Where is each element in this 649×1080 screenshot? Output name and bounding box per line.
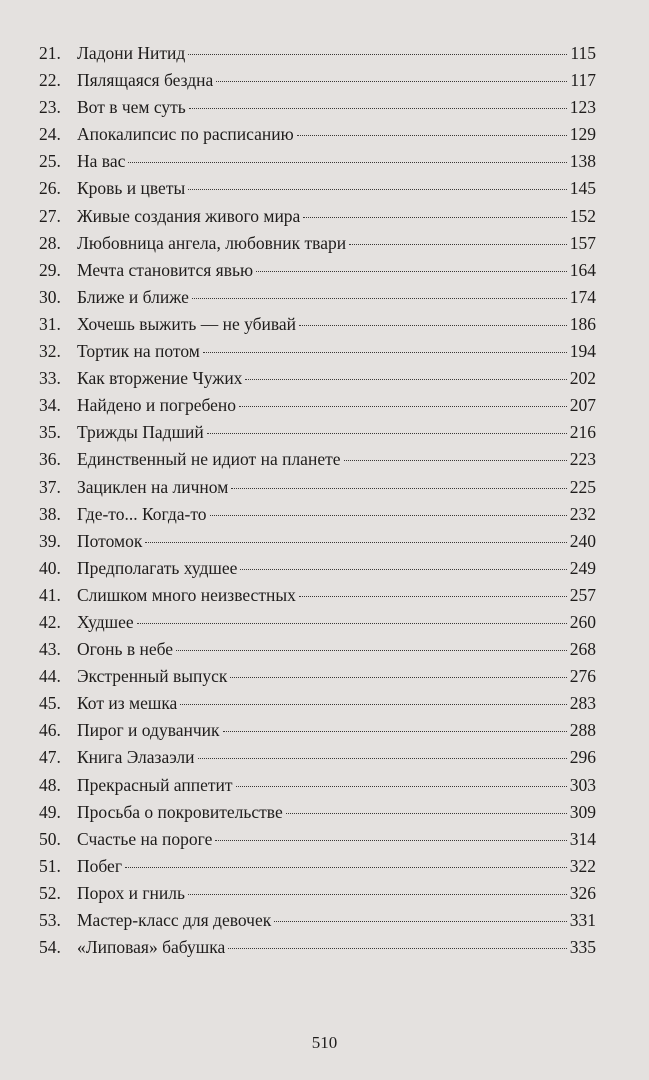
chapter-number: 28. xyxy=(39,232,61,253)
chapter-number: 45. xyxy=(39,693,61,714)
dot-leader xyxy=(176,650,567,651)
dot-leader xyxy=(188,894,567,895)
toc-entry xyxy=(39,907,596,934)
toc-entry xyxy=(39,67,596,94)
dot-leader xyxy=(192,298,567,299)
chapter-number: 46. xyxy=(39,720,61,741)
toc-entry xyxy=(39,582,596,609)
chapter-number: 47. xyxy=(39,747,61,768)
dot-leader xyxy=(297,135,567,136)
toc-entry xyxy=(39,690,596,717)
toc-entry xyxy=(39,284,596,311)
chapter-title: Потомок xyxy=(77,530,143,551)
chapter-title: Апокалипсис по расписанию xyxy=(77,124,294,145)
chapter-number: 39. xyxy=(39,530,61,551)
chapter-number: 42. xyxy=(39,611,61,632)
chapter-title: Предполагать худшее xyxy=(77,557,238,578)
toc-entry xyxy=(39,528,596,555)
page-number: 510 xyxy=(311,1033,338,1052)
toc-entry xyxy=(39,799,596,826)
dot-leader xyxy=(349,244,567,245)
chapter-title: Найдено и погребено xyxy=(77,395,237,416)
chapter-title: Мечта становится явью xyxy=(77,259,254,280)
table-of-contents xyxy=(39,40,596,961)
chapter-title: Слишком много неизвестных xyxy=(77,584,296,605)
dot-leader xyxy=(189,108,567,109)
chapter-title: Зациклен на личном xyxy=(77,476,229,497)
dot-leader xyxy=(223,731,567,732)
toc-entry xyxy=(39,392,596,419)
chapter-title: Худшее xyxy=(77,611,134,632)
chapter-title: Пялящаяся бездна xyxy=(77,70,214,91)
toc-entry xyxy=(39,474,596,501)
chapter-number: 52. xyxy=(39,882,61,903)
toc-entry xyxy=(39,94,596,121)
toc-entry xyxy=(39,175,596,202)
dot-leader xyxy=(303,217,566,218)
chapter-number: 27. xyxy=(39,205,61,226)
dot-leader xyxy=(299,596,567,597)
chapter-title: Живые создания живого мира xyxy=(77,205,301,226)
chapter-title: Где-то... Когда-то xyxy=(77,503,207,524)
chapter-page-number: 232 xyxy=(569,503,596,524)
toc-entry xyxy=(39,148,596,175)
dot-leader xyxy=(256,271,567,272)
chapter-page-number: 123 xyxy=(569,97,596,118)
toc-entry xyxy=(39,365,596,392)
dot-leader xyxy=(137,623,567,624)
chapter-title: Счастье на пороге xyxy=(77,828,213,849)
chapter-title: Огонь в небе xyxy=(77,639,174,660)
dot-leader xyxy=(216,81,567,82)
toc-entry xyxy=(39,338,596,365)
dot-leader xyxy=(286,813,567,814)
chapter-number: 40. xyxy=(39,557,61,578)
dot-leader xyxy=(207,433,567,434)
toc-entry xyxy=(39,609,596,636)
chapter-number: 30. xyxy=(39,286,61,307)
chapter-title: Единственный не идиот на планете xyxy=(77,449,341,470)
dot-leader xyxy=(299,325,567,326)
chapter-number: 43. xyxy=(39,639,61,660)
toc-entry xyxy=(39,772,596,799)
dot-leader xyxy=(230,677,566,678)
chapter-title: Пирог и одуванчик xyxy=(77,720,220,741)
dot-leader xyxy=(215,840,566,841)
chapter-title: Как вторжение Чужих xyxy=(77,368,243,389)
chapter-page-number: 129 xyxy=(569,124,596,145)
chapter-page-number: 115 xyxy=(570,43,596,63)
toc-entry xyxy=(39,121,596,148)
toc-entry xyxy=(39,40,596,67)
chapter-number: 38. xyxy=(39,503,61,524)
chapter-page-number: 145 xyxy=(569,178,596,199)
toc-entry xyxy=(39,446,596,473)
dot-leader xyxy=(228,948,567,949)
chapter-page-number: 322 xyxy=(569,855,596,876)
chapter-page-number: 157 xyxy=(569,232,596,253)
chapter-number: 49. xyxy=(39,801,61,822)
toc-entry xyxy=(39,744,596,771)
chapter-page-number: 296 xyxy=(569,747,596,768)
dot-leader xyxy=(188,189,567,190)
chapter-title: Ладони Нитид xyxy=(77,43,186,63)
chapter-number: 25. xyxy=(39,151,61,172)
toc-entry xyxy=(39,419,596,446)
chapter-page-number: 283 xyxy=(569,693,596,714)
chapter-page-number: 260 xyxy=(569,611,596,632)
chapter-page-number: 138 xyxy=(569,151,596,172)
chapter-title: Трижды Падший xyxy=(77,422,204,443)
chapter-page-number: 249 xyxy=(569,557,596,578)
chapter-page-number: 240 xyxy=(569,530,596,551)
chapter-title: На вас xyxy=(77,151,126,172)
chapter-page-number: 117 xyxy=(570,70,596,91)
chapter-number: 53. xyxy=(39,910,61,930)
dot-leader xyxy=(128,162,566,163)
chapter-number: 48. xyxy=(39,774,61,795)
chapter-page-number: 331 xyxy=(569,910,596,930)
chapter-title: Мастер-класс для девочек xyxy=(77,910,272,930)
chapter-page-number: 152 xyxy=(569,205,596,226)
chapter-page-number: 186 xyxy=(569,313,596,334)
chapter-number: 23. xyxy=(39,97,61,118)
chapter-title: Книга Элазаэли xyxy=(77,747,195,768)
chapter-number: 34. xyxy=(39,395,61,416)
chapter-page-number: 257 xyxy=(569,584,596,605)
chapter-page-number: 202 xyxy=(569,368,596,389)
dot-leader xyxy=(231,488,566,489)
chapter-page-number: 314 xyxy=(569,828,596,849)
toc-entry xyxy=(39,203,596,230)
chapter-page-number: 288 xyxy=(569,720,596,741)
chapter-number: 41. xyxy=(39,584,61,605)
chapter-number: 51. xyxy=(39,855,61,876)
chapter-number: 26. xyxy=(39,178,61,199)
chapter-number: 35. xyxy=(39,422,61,443)
chapter-page-number: 174 xyxy=(569,286,596,307)
chapter-title: Ближе и ближе xyxy=(77,286,189,307)
chapter-number: 31. xyxy=(39,313,61,334)
chapter-title: Порох и гниль xyxy=(77,882,185,903)
chapter-number: 29. xyxy=(39,259,61,280)
toc-entry xyxy=(39,717,596,744)
toc-entry xyxy=(39,257,596,284)
chapter-page-number: 326 xyxy=(569,882,596,903)
toc-entry xyxy=(39,853,596,880)
chapter-title: Побег xyxy=(77,855,123,876)
chapter-title: Прекрасный аппетит xyxy=(77,774,233,795)
dot-leader xyxy=(245,379,566,380)
dot-leader xyxy=(210,515,567,516)
chapter-number: 33. xyxy=(39,368,61,389)
chapter-title: Просьба о покровительстве xyxy=(77,801,283,822)
chapter-title: Экстренный выпуск xyxy=(77,666,228,687)
dot-leader xyxy=(239,406,567,407)
chapter-number: 50. xyxy=(39,828,61,849)
chapter-page-number: 216 xyxy=(569,422,596,443)
chapter-page-number: 335 xyxy=(569,937,596,958)
chapter-title: Кровь и цветы xyxy=(77,178,186,199)
chapter-number: 44. xyxy=(39,666,61,687)
chapter-number: 37. xyxy=(39,476,61,497)
chapter-page-number: 276 xyxy=(569,666,596,687)
chapter-number: 24. xyxy=(39,124,61,145)
chapter-number: 54. xyxy=(39,937,61,958)
chapter-page-number: 223 xyxy=(569,449,596,470)
toc-entry xyxy=(39,230,596,257)
chapter-title: Хочешь выжить — не убивай xyxy=(77,313,297,334)
dot-leader xyxy=(180,704,566,705)
chapter-number: 22. xyxy=(39,70,61,91)
toc-entry xyxy=(39,501,596,528)
toc-entry xyxy=(39,636,596,663)
chapter-title: Вот в чем суть xyxy=(77,97,186,118)
chapter-page-number: 164 xyxy=(569,259,596,280)
dot-leader xyxy=(236,786,567,787)
dot-leader xyxy=(203,352,567,353)
chapter-title: Кот из мешка xyxy=(77,693,178,714)
chapter-page-number: 194 xyxy=(569,341,596,362)
chapter-title: Любовница ангела, любовник твари xyxy=(77,232,347,253)
toc-entry xyxy=(39,934,596,961)
chapter-number: 36. xyxy=(39,449,61,470)
toc-entry xyxy=(39,880,596,907)
chapter-number: 21. xyxy=(39,43,61,63)
toc-entry xyxy=(39,555,596,582)
chapter-number: 32. xyxy=(39,341,61,362)
dot-leader xyxy=(240,569,566,570)
toc-entry xyxy=(39,826,596,853)
chapter-page-number: 225 xyxy=(569,476,596,497)
toc-entry xyxy=(39,663,596,690)
dot-leader xyxy=(198,758,567,759)
dot-leader xyxy=(188,54,567,55)
toc-entry xyxy=(39,311,596,338)
chapter-page-number: 268 xyxy=(569,639,596,660)
chapter-page-number: 207 xyxy=(569,395,596,416)
dot-leader xyxy=(344,460,567,461)
dot-leader xyxy=(125,867,567,868)
chapter-title: «Липовая» бабушка xyxy=(77,937,226,958)
dot-leader xyxy=(145,542,566,543)
dot-leader xyxy=(274,921,567,922)
chapter-page-number: 309 xyxy=(569,801,596,822)
chapter-title: Тортик на потом xyxy=(77,341,200,362)
chapter-page-number: 303 xyxy=(569,774,596,795)
